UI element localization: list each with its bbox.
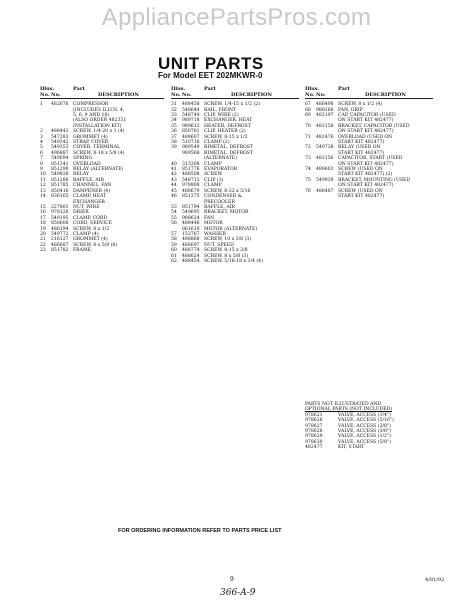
part-no: 313308 (182, 161, 200, 167)
part-no: 488487 (316, 188, 334, 194)
description: VALVE, ACCESS (3/8") (338, 423, 391, 429)
part-no: 482477 (305, 445, 323, 451)
illus-no: 17 (40, 215, 46, 221)
part-no: 488458 (182, 102, 200, 108)
description: BAFFLE, AIR (204, 204, 235, 210)
model-subtitle: For Model EET 202MKWR-0 (158, 71, 263, 80)
description: FAN (204, 215, 215, 221)
description: CONDENSER & (204, 194, 242, 200)
part-no: 850606 (51, 221, 69, 227)
illus-no: 72 (305, 145, 311, 151)
part-no: 496887 (51, 150, 69, 156)
part-no: 486194 (51, 226, 69, 232)
part-no: 548744 (182, 113, 200, 118)
description: SCREW, 8-32 x 5/16 (204, 188, 251, 194)
part-no: 978627 (305, 423, 323, 429)
illus-no: 16 (40, 210, 46, 216)
part-no: 861619 (182, 226, 200, 232)
description: SCREW, 8-15 x 3/8 (204, 248, 248, 254)
part-no: 482158 (316, 123, 334, 129)
description: DAMPENER (4) (73, 188, 110, 194)
description: BIMETAL, DEFROST (204, 150, 254, 156)
description: BRACKET, CAPACITOR (USED (338, 123, 410, 129)
part-no: 978808 (182, 183, 200, 189)
part-no: 851290 (51, 167, 69, 173)
illus-no: 12 (40, 183, 46, 189)
illus-no: 75 (305, 177, 311, 183)
illus-no: 35 (171, 123, 177, 129)
description: VALVE, ACCESS (5/16") (338, 418, 394, 424)
illus-no: 21 (40, 237, 46, 243)
part-no: 989613 (182, 123, 200, 129)
description: CHANNEL, FAN (73, 183, 112, 189)
description: MOTOR (204, 221, 223, 227)
part-no: 486687 (51, 242, 69, 248)
part-no: 836165 (51, 194, 69, 200)
description: ON START KIT 482477) (338, 161, 394, 167)
description: CLAMP (204, 161, 222, 167)
illus-no: 2 (40, 129, 43, 135)
description: START KIT 482477) (2) (338, 172, 393, 178)
illus-no: 60 (171, 248, 177, 254)
description: ON START KIT 482477) (338, 118, 394, 124)
illus-no: 40 (171, 161, 177, 167)
page-title: UNIT PARTS (158, 54, 264, 73)
description: (ALTERNATE) (204, 156, 237, 162)
part-no (316, 194, 338, 199)
illus-no: 8 (40, 161, 43, 167)
column-header: No. No. DESCRIPTION (40, 93, 164, 100)
part-no: 549838 (51, 172, 69, 178)
description: PRECOOLER (204, 199, 235, 205)
part-no: 547283 (51, 134, 69, 140)
part-no: 488446 (182, 221, 200, 227)
parts-column-3 (305, 87, 433, 200)
part-no: 549939 (316, 177, 334, 183)
description: CLAMP (4) (73, 231, 99, 237)
description: VALVE, ACCESS (3/8") (338, 429, 391, 435)
illus-no: 9 (40, 167, 43, 173)
description: VALVE, ACCESS (1/2") (338, 434, 391, 440)
description: RELAY (73, 172, 90, 178)
illus-no: 32 (171, 107, 177, 113)
part-no: 851776 (182, 167, 200, 173)
part-no: 549094 (51, 156, 69, 162)
description: NUT, WIRE (73, 204, 100, 210)
description: BIMETAL, DEFROST (204, 145, 254, 151)
part-no: 549772 (51, 231, 69, 237)
illus-no: 70 (305, 123, 311, 129)
part-no: 549353 (51, 145, 69, 151)
ordering-info: FOR ORDERING INFORMATION REFER TO PARTS PRICE LIST (118, 528, 282, 534)
list-item (305, 445, 433, 450)
description: OVERLOAD (73, 161, 101, 167)
description: FRAME (73, 248, 92, 254)
part-no: 488607 (182, 134, 200, 140)
optional-parts-list (305, 413, 433, 451)
description: NUT, SPEED (204, 242, 234, 248)
part-no: 549195 (51, 215, 69, 221)
note-heading: OPTIONAL PARTS (NOT INCLUDED) (305, 407, 393, 413)
column-header: No. No. DESCRIPTION (305, 93, 433, 100)
illus-no: 10 (40, 172, 46, 178)
illus-no: 61 (171, 253, 177, 259)
description: 5, 6, 9 AND 16) (73, 113, 110, 118)
illus-no: 53 (171, 204, 177, 210)
table-row (305, 194, 433, 199)
description: SPRING (73, 156, 93, 162)
description: HEATER, DEFROST (204, 123, 251, 129)
part-no: 488603 (316, 167, 334, 173)
description: CORD, SERVICE (73, 221, 112, 227)
description: RAIL, FRONT (204, 107, 237, 113)
description: ON START KIT 482477) (338, 183, 394, 189)
illus-no: 39 (171, 145, 177, 151)
part-no: 548713 (182, 177, 200, 183)
description: SCREW, 10 x 3/8 (3) (204, 237, 252, 243)
description: DRIER (73, 210, 89, 216)
description: CLIP (3) (204, 177, 224, 183)
part-no: 549695 (182, 210, 200, 216)
illus-no: 45 (171, 188, 177, 194)
illus-no: 69 (305, 113, 311, 118)
part-no: 851785 (51, 183, 69, 189)
part-no: 978626 (305, 418, 323, 424)
description: START KIT 482477) (338, 194, 385, 200)
illus-no: 56 (171, 221, 177, 227)
column-header-top: Illus. Part (171, 86, 216, 92)
part-no: 978630 (305, 439, 323, 445)
description: SCREW, 8-15 x 1/2 (204, 134, 248, 140)
illus-no (305, 194, 316, 199)
description: FAN, GRIP (338, 107, 363, 113)
description: CAPACITOR, START (USED (338, 156, 403, 162)
part-no: 482676 (51, 102, 69, 108)
description: SCREW (USED ON (338, 167, 383, 173)
part-no: 978621 (305, 412, 323, 418)
part-no: 851794 (182, 204, 200, 210)
illus-no: 15 (40, 204, 46, 210)
description: OVERLOAD (USED ON (338, 134, 393, 140)
illus-no: 74 (305, 167, 311, 173)
part-no: 549738 (316, 145, 334, 151)
note-heading: PARTS NOT ILLUSTRATED AND (305, 402, 382, 407)
column-header-top: Illus. Part (40, 86, 85, 92)
part-no: 216127 (51, 237, 69, 243)
illus-no: 58 (171, 237, 177, 243)
part-no: 488868 (182, 237, 200, 243)
part-no: 989266 (316, 107, 334, 113)
handwritten-note: 366-A-9 (220, 588, 256, 598)
description: CAP, CAPACITOR (USED (338, 113, 396, 118)
illus-no: 6 (40, 150, 43, 156)
table-row (40, 248, 164, 253)
illus-no: 41 (171, 167, 177, 173)
page-code: 4/81/92 (425, 577, 445, 583)
description: RELAY (USED ON (338, 145, 381, 151)
description: COVER, TERMINAL (73, 145, 121, 151)
column-header: No. No. DESCRIPTION (171, 93, 299, 100)
description: SCREW (USED ON (338, 188, 383, 194)
part-no: 486498 (316, 102, 334, 108)
description: BAFFLE, AIR (73, 177, 104, 183)
part-no: 989549 (182, 145, 200, 151)
description: SCREW, 1/4-20 x 1 (4) (73, 129, 125, 135)
part-no: 978126 (51, 210, 69, 216)
part-no: 549342 (51, 140, 69, 146)
parts-list (171, 102, 299, 264)
description: SCREW, 5/16-18 x 3/4 (4) (204, 258, 263, 264)
part-no: 850761 (182, 129, 200, 135)
illus-no: 76 (305, 188, 311, 194)
part-no: 510716 (182, 140, 200, 146)
part-no: 482476 (316, 134, 334, 140)
description: EXCHANGER (73, 199, 105, 205)
description: RELAY (ALTERNATE) (73, 167, 124, 173)
part-no: 482156 (316, 156, 334, 162)
description: CLAMP (204, 183, 222, 189)
description: CLAMP (2) (204, 140, 230, 146)
description: MOTOR (ALTERNATE) (204, 226, 258, 232)
description: START KIT 482477) (338, 140, 385, 146)
part-no: 548644 (182, 107, 200, 113)
illus-no: 55 (171, 215, 177, 221)
illus-no: 18 (40, 221, 46, 227)
illus-no: 46 (171, 194, 177, 200)
parts-list (40, 102, 164, 253)
illus-no: 7 (40, 156, 43, 162)
illus-no: 36 (171, 129, 177, 135)
part-no: 488774 (182, 248, 200, 254)
part-no: 851375 (182, 194, 200, 200)
description: BRACKET, MOUNTING (USED (338, 177, 410, 183)
parts-column-2 (171, 87, 299, 264)
description: GROMMET (4) (73, 237, 108, 243)
part-no: 488679 (182, 188, 200, 194)
description: WASHER (204, 231, 226, 237)
illus-no: 37 (171, 134, 177, 140)
description: CLIP, HEATER (2) (204, 129, 246, 135)
illus-no: 31 (171, 102, 177, 108)
description: CLIP, WIRE (2) (204, 113, 239, 118)
part-no: 989568 (182, 150, 200, 156)
description: KIT, START (338, 445, 365, 451)
description: EVAPORATOR (204, 167, 238, 173)
description: GROMMET (4) (73, 134, 108, 140)
description: VALVE, ACCESS (1/4") (338, 412, 391, 418)
part-no: 486697 (182, 242, 200, 248)
illus-no: 11 (40, 177, 46, 183)
illus-no: 68 (305, 107, 311, 113)
part-no: 488624 (182, 253, 200, 259)
illus-no: 20 (40, 231, 46, 237)
description: ON START KIT 482477) (338, 129, 394, 135)
part-no: 988624 (182, 215, 200, 221)
illus-no: 19 (40, 226, 46, 232)
description: BRACKET, MOTOR (204, 210, 249, 216)
part-no: 227801 (51, 204, 69, 210)
part-no: 989718 (182, 118, 200, 124)
table-row (171, 259, 299, 264)
illus-no: 38 (171, 140, 177, 146)
description: (ALSO ORDER 482331 (73, 118, 127, 124)
part-no: 978629 (305, 434, 323, 440)
part-no: 482197 (316, 113, 334, 118)
part-no: 488454 (182, 258, 200, 264)
illus-no: 44 (171, 183, 177, 189)
part-no: 488443 (51, 129, 69, 135)
illus-no: 23 (40, 248, 46, 254)
description: VALVE, ACCESS (5/8") (338, 439, 391, 445)
illus-no: 33 (171, 113, 177, 118)
part-no: 850416 (51, 188, 69, 194)
part-no: 851341 (51, 161, 69, 167)
illus-no: 42 (171, 172, 177, 178)
description: CLAMP, CORD (73, 215, 108, 221)
illus-no: 57 (171, 231, 177, 237)
part-no: 978628 (305, 429, 323, 435)
illus-no: 67 (305, 102, 311, 108)
description: SCREW, 8 x 5/8 (8) (73, 242, 118, 248)
illus-no: 34 (171, 118, 177, 124)
watermark: AppliancePartsPros.com (101, 4, 372, 31)
illus-no: 13 (40, 188, 46, 194)
illus-no: 5 (40, 145, 43, 151)
illus-no: 4 (40, 140, 43, 146)
description: SCREW, 8 x 1/2 (73, 226, 110, 232)
description: SCREW, 1/4-15 x 1/2 (2) (204, 102, 260, 108)
part-no: 153767 (182, 231, 200, 237)
description: STRAP, COVER (73, 140, 109, 146)
illus-no: 14 (40, 194, 46, 200)
illus-no: 3 (40, 134, 43, 140)
description: COMPRESSOR (73, 102, 109, 108)
illus-no: 54 (171, 210, 177, 216)
parts-column-1 (40, 87, 164, 254)
description: START KIT 482477) (338, 150, 385, 156)
page-number: 9 (230, 576, 234, 583)
illus-no: 73 (305, 156, 311, 162)
part-no: 488508 (182, 172, 200, 178)
illus-no: 43 (171, 177, 177, 183)
part-no: 851286 (51, 177, 69, 183)
column-header-top: Illus. Part (305, 86, 350, 92)
description: INSTALLATION KIT) (73, 123, 122, 129)
description: SCREW (204, 172, 223, 178)
optional-parts-note (305, 402, 433, 451)
illus-no: 22 (40, 242, 46, 248)
illus-no: 62 (171, 258, 177, 264)
description: SCREW, 8 x 5/8 (3) (204, 253, 249, 259)
description: (INCLUDES ILLUS. 4, (73, 107, 125, 113)
description: SCREW, 8 x 1/2 (4) (338, 102, 383, 108)
parts-list (305, 102, 433, 199)
part-no: 851782 (51, 248, 69, 254)
description: SCREW, 8-18 x 5/8 (4) (73, 150, 125, 156)
illus-no: 1 (40, 102, 43, 108)
description: EXCHANGER, HEAT (204, 118, 253, 124)
illus-no: 71 (305, 134, 311, 140)
description: CLAMP, HEAT (73, 194, 107, 200)
illus-no: 59 (171, 242, 177, 248)
